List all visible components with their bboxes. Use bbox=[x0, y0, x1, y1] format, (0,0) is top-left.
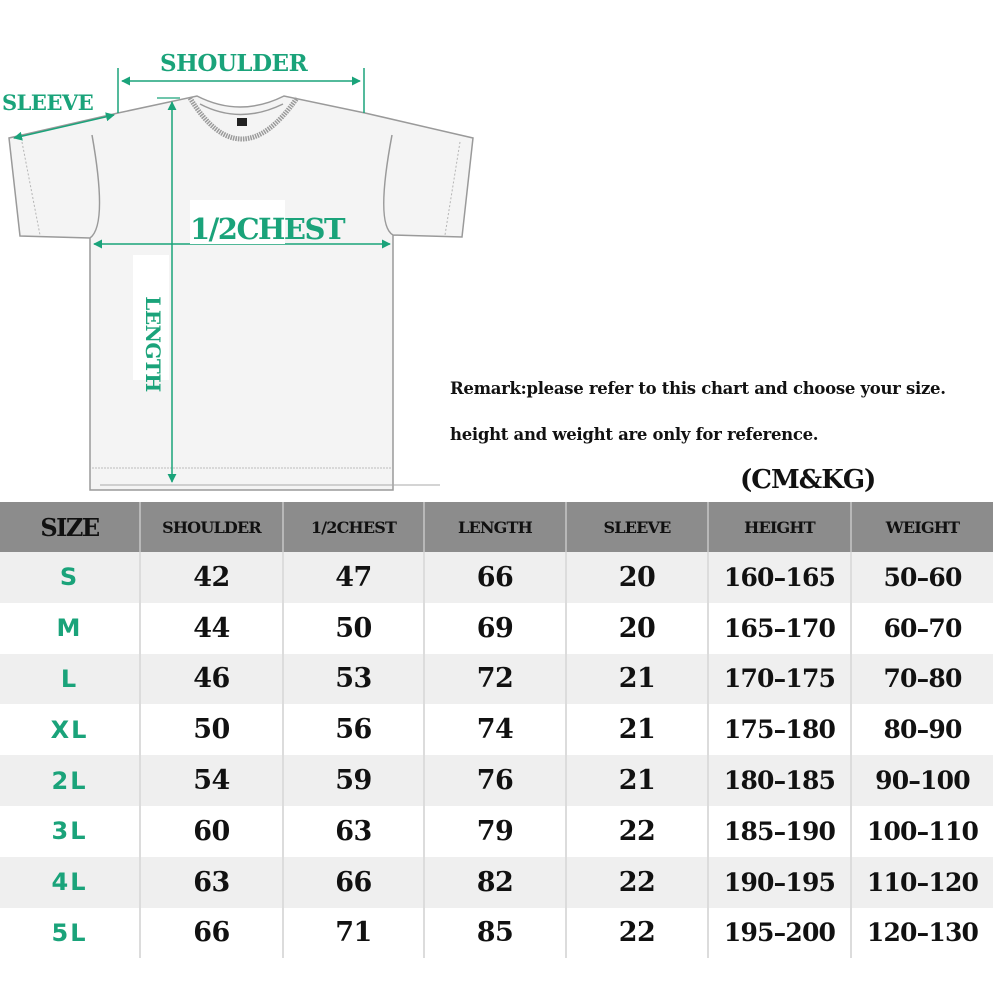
shoulder-cell: 42 bbox=[140, 552, 283, 603]
size-cell: 4L bbox=[0, 857, 140, 908]
height-cell: 165–170 bbox=[708, 603, 851, 654]
height-cell: 185–190 bbox=[708, 806, 851, 857]
height-cell: 175–180 bbox=[708, 704, 851, 755]
header-weight: WEIGHT bbox=[851, 502, 993, 552]
header-length: LENGTH bbox=[424, 502, 566, 552]
length-label: LENGTH bbox=[141, 296, 165, 392]
units-label: (CM&KG) bbox=[740, 465, 876, 495]
size-cell: S bbox=[0, 552, 140, 603]
header-sleeve: SLEEVE bbox=[566, 502, 708, 552]
sleeve-cell: 21 bbox=[566, 755, 708, 806]
length-cell: 74 bbox=[424, 704, 566, 755]
half-chest-cell: 63 bbox=[283, 806, 424, 857]
table-row bbox=[0, 857, 993, 908]
length-cell: 72 bbox=[424, 654, 566, 705]
sleeve-cell: 21 bbox=[566, 704, 708, 755]
size-chart-table bbox=[0, 502, 993, 958]
size-tag-icon bbox=[237, 118, 247, 126]
sleeve-cell: 22 bbox=[566, 857, 708, 908]
table-row bbox=[0, 603, 993, 654]
length-cell: 85 bbox=[424, 908, 566, 959]
shoulder-label: SHOULDER bbox=[160, 50, 308, 77]
table-row bbox=[0, 704, 993, 755]
shoulder-cell: 54 bbox=[140, 755, 283, 806]
table-row bbox=[0, 908, 993, 959]
tshirt-diagram bbox=[0, 0, 480, 495]
sleeve-cell: 22 bbox=[566, 908, 708, 959]
length-cell: 69 bbox=[424, 603, 566, 654]
length-cell: 82 bbox=[424, 857, 566, 908]
sleeve-label: SLEEVE bbox=[2, 90, 94, 115]
half-chest-cell: 59 bbox=[283, 755, 424, 806]
shoulder-cell: 50 bbox=[140, 704, 283, 755]
sleeve-cell: 22 bbox=[566, 806, 708, 857]
table-row bbox=[0, 552, 993, 603]
weight-cell: 110–120 bbox=[851, 857, 993, 908]
size-cell: M bbox=[0, 603, 140, 654]
table-row bbox=[0, 806, 993, 857]
header-size: SIZE bbox=[0, 502, 140, 552]
half-chest-cell: 71 bbox=[283, 908, 424, 959]
length-cell: 79 bbox=[424, 806, 566, 857]
weight-cell: 80–90 bbox=[851, 704, 993, 755]
weight-cell: 90–100 bbox=[851, 755, 993, 806]
half-chest-cell: 56 bbox=[283, 704, 424, 755]
half-chest-label: 1/2CHEST bbox=[190, 212, 345, 246]
shoulder-cell: 63 bbox=[140, 857, 283, 908]
height-cell: 180–185 bbox=[708, 755, 851, 806]
size-cell: 5L bbox=[0, 908, 140, 959]
remark-line-2: height and weight are only for reference. bbox=[450, 425, 819, 444]
shoulder-cell: 44 bbox=[140, 603, 283, 654]
weight-cell: 120–130 bbox=[851, 908, 993, 959]
shoulder-cell: 60 bbox=[140, 806, 283, 857]
weight-cell: 60–70 bbox=[851, 603, 993, 654]
size-cell: 2L bbox=[0, 755, 140, 806]
sleeve-cell: 20 bbox=[566, 552, 708, 603]
table-header-row bbox=[0, 502, 993, 552]
length-cell: 66 bbox=[424, 552, 566, 603]
header-height: HEIGHT bbox=[708, 502, 851, 552]
shoulder-cell: 66 bbox=[140, 908, 283, 959]
weight-cell: 100–110 bbox=[851, 806, 993, 857]
size-cell: 3L bbox=[0, 806, 140, 857]
weight-cell: 70–80 bbox=[851, 654, 993, 705]
header-shoulder: SHOULDER bbox=[140, 502, 283, 552]
sleeve-cell: 21 bbox=[566, 654, 708, 705]
half-chest-cell: 50 bbox=[283, 603, 424, 654]
weight-cell: 50–60 bbox=[851, 552, 993, 603]
half-chest-cell: 66 bbox=[283, 857, 424, 908]
length-cell: 76 bbox=[424, 755, 566, 806]
table-row bbox=[0, 755, 993, 806]
height-cell: 190–195 bbox=[708, 857, 851, 908]
height-cell: 170–175 bbox=[708, 654, 851, 705]
height-cell: 195–200 bbox=[708, 908, 851, 959]
half-chest-cell: 53 bbox=[283, 654, 424, 705]
shoulder-cell: 46 bbox=[140, 654, 283, 705]
header-half-chest: 1/2CHEST bbox=[283, 502, 424, 552]
remark-line-1: Remark:please refer to this chart and choose your size. bbox=[450, 379, 946, 398]
sleeve-cell: 20 bbox=[566, 603, 708, 654]
table-row bbox=[0, 654, 993, 705]
size-cell: XL bbox=[0, 704, 140, 755]
size-cell: L bbox=[0, 654, 140, 705]
half-chest-cell: 47 bbox=[283, 552, 424, 603]
height-cell: 160–165 bbox=[708, 552, 851, 603]
